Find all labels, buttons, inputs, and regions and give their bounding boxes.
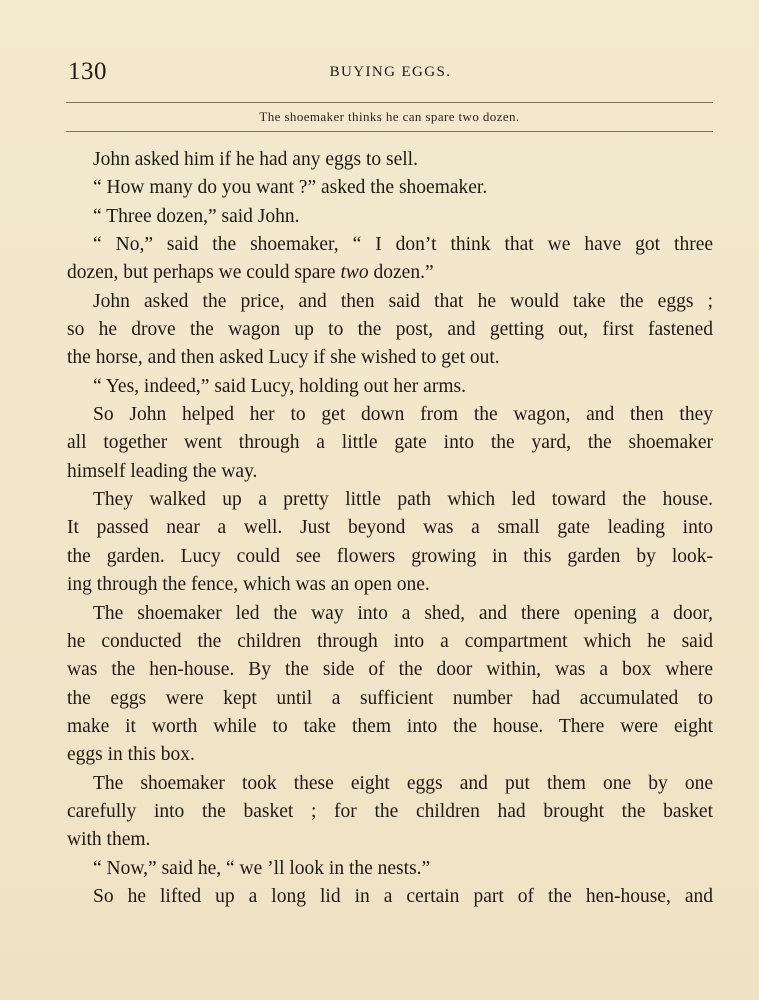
page-subheading: The shoemaker thinks he can spare two dozen. [259,109,520,124]
text-line: “ Three dozen,” said John. [93,205,300,227]
text-line: They walked up a pretty little path which led toward the house. [93,489,713,511]
text-line: the eggs were kept until a sufficient number had accumulated to [67,687,713,709]
text-line: the horse, and then asked Lucy if she wished to get out. [67,347,500,369]
text-line [67,259,713,287]
text-line: himself leading the way. [67,460,258,482]
text-line: “ Now,” said he, “ we ’ll look in the nests.” [93,857,431,879]
text-line: so he drove the wagon up to the post, and getting out, first fastened [67,319,713,341]
text-line: was the hen-house. By the side of the door within, was a box where [67,659,713,681]
text-line: “ No,” said the shoemaker, “ I don’t think that we have got three [93,234,713,256]
body-text [67,146,713,911]
text-line: “ Yes, indeed,” said Lucy, holding out her arms. [93,375,466,397]
running-head [68,58,713,88]
page-number: 130 [68,58,107,85]
header-rule-bottom [66,131,713,132]
text-line: John asked him if he had any eggs to sell. [93,149,418,170]
text-line: The shoemaker took these eight eggs and put them one by one [93,772,713,794]
text-line: So John helped her to get down from the wagon, and then they [93,404,713,426]
text-line: John asked the price, and then said that he would take the eggs ; [93,290,713,312]
text-line: “ How many do you want ?” asked the shoemaker. [93,177,488,199]
text-line: ing through the fence, which was an open one. [67,574,430,596]
header-rule-top [66,102,713,103]
text-line: It passed near a well. Just beyond was a small gate leading into [67,517,713,539]
text-line: The shoemaker led the way into a shed, and there opening a door, [93,602,713,624]
text-line: eggs in this box. [67,744,195,766]
text-line: carefully into the basket ; for the children had brought the basket [67,800,713,822]
text-line: all together went through a little gate into the yard, the shoemaker [67,432,713,454]
text-segment: dozen, but perhaps we could spare [67,262,341,284]
text-line: he conducted the children through into a compartment which he said [67,630,713,652]
text-segment: dozen.” [368,262,434,284]
running-title: BUYING EGGS. [329,64,452,80]
text-line: with them. [67,829,151,851]
text-line: the garden. Lucy could see flowers growing in this garden by look- [67,545,713,567]
text-line: make it worth while to take them into the house. There were eight [67,715,713,737]
italic-word: two [340,262,369,284]
text-line: So he lifted up a long lid in a certain part of the hen-house, and [93,885,713,907]
